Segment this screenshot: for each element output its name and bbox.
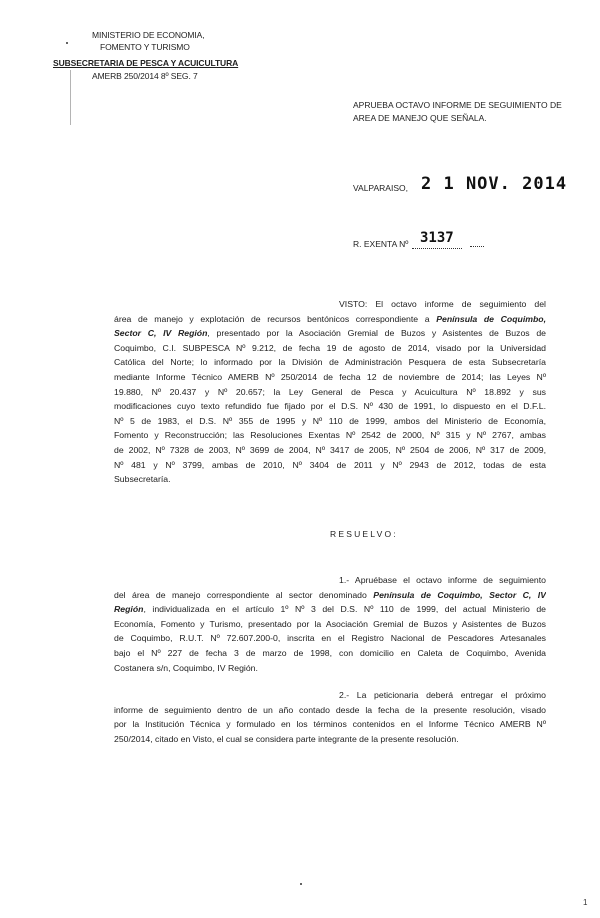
resolution-underline [412, 248, 462, 249]
visto-line-6: mediante Informe Técnico AMERB Nº 250/2014 de fecha 12 de noviembre de 2014; las Leyes Nº [114, 371, 546, 382]
page-mark: 1 [583, 898, 588, 907]
sector-name-bold: Sector C, IV Región [114, 328, 208, 339]
visto-line-3: Sector C, IV Región, presentado por la Asociación Gremial de Buzos y Asistentes de Buzos de [114, 328, 546, 339]
visto-line-1: VISTO: El octavo informe de seguimiento del [339, 299, 546, 309]
visto-line-5: Católica del Norte; lo informado por la División de Administración Pesquera de esta Subsecretaría [114, 357, 546, 368]
art2-line-4: 250/2014, citado en Visto, el cual se considera parte integrante de la presente resolución. [114, 733, 459, 744]
article-2-paragraph [114, 688, 546, 746]
visto-line-10: Fomento y Reconstrucción; las Resoluciones Exentas Nº 2542 de 2000, Nº 315 y Nº 2767, ambas [114, 430, 546, 441]
reference-code: AMERB 250/2014 8º SEG. 7 [92, 71, 198, 81]
art1-line-6: bajo el Nº 227 de fecha 3 de marzo de 1998, con domicilio en Caleta de Coquimbo, Avenida [114, 647, 546, 658]
art1-line-7: Costanera s/n, Coquimbo, IV Región. [114, 662, 258, 673]
area-name-bold: Península de Coquimbo, [436, 313, 546, 324]
scan-speck [66, 42, 68, 44]
art1-area-bold: Península de Coquimbo, Sector C, IV [373, 589, 546, 600]
art2-line-1: 2.- La peticionaria deberá entregar el próximo [339, 690, 546, 700]
resuelvo-heading: RESUELVO: [330, 529, 398, 539]
subject-line-2: AREA DE MANEJO QUE SEÑALA. [353, 113, 487, 123]
visto-paragraph [114, 297, 546, 487]
art2-line-3: por la Institución Técnica y formulado en los términos contenidos en el Informe Técnico AMERB Nº [114, 719, 546, 730]
art1-line-2: del área de manejo correspondiente al sector denominado Península de Coquimbo, Sector C, IV [114, 589, 546, 600]
date-place: VALPARAISO, [353, 183, 408, 193]
art1-line-4: Economía, Fomento y Turismo, presentado por la Asociación Gremial de Buzos y Asistentes de Buzos [114, 618, 546, 629]
subject-line-1: APRUEBA OCTAVO INFORME DE SEGUIMIENTO DE [353, 100, 562, 110]
visto-line-13: Subsecretaría. [114, 474, 171, 485]
date-handwritten: 2 1 NOV. 2014 [421, 174, 568, 194]
ministry-line-2: FOMENTO Y TURISMO [100, 42, 190, 52]
subsecretaria-line: SUBSECRETARIA DE PESCA Y ACUICULTURA [53, 58, 239, 68]
resolution-label: R. EXENTA Nº [353, 239, 409, 249]
ministry-line: MINISTERIO DE ECONOMIA, [92, 30, 205, 40]
visto-line-9: Nº 5 de 1983, el D.S. Nº 355 de 1995 y Nº 110 de 1999, ambos del Ministerio de Economía, [114, 415, 546, 426]
art1-line-1: 1.- Apruébase el octavo informe de seguimiento [339, 575, 546, 585]
visto-line-11: de 2002, Nº 7328 de 2003, Nº 3699 de 2004, Nº 3417 de 2005, Nº 2504 de 2006, Nº 317 de 2009, [114, 444, 546, 455]
resolution-underline-tail [470, 246, 484, 247]
article-1-paragraph [114, 573, 546, 675]
art2-line-2: informe de seguimiento dentro de un año contado desde la fecha de la presente resolución, visado [114, 704, 546, 715]
visto-line-8: modificaciones cuyo texto refundido fue fijado por el D.S. Nº 430 de 1991, lo dispuesto en el D.F.L. [114, 401, 546, 412]
visto-line-12: Nº 481 y Nº 3799, ambas de 2010, Nº 3404 de 2011 y Nº 2943 de 2012, todas de esta [114, 459, 546, 470]
visto-line-7: 19.880, Nº 20.437 y Nº 20.657; la Ley General de Pesca y Acuicultura Nº 18.892 y sus [114, 386, 546, 397]
seal-stamp [70, 70, 123, 125]
scan-speck-bottom [300, 883, 302, 885]
visto-lead: VISTO: [339, 299, 368, 309]
visto-line-4: Coquimbo, C.I. SUBPESCA Nº 9.212, de fecha 19 de agosto de 2014, visado por la Universidad [114, 342, 546, 353]
resolution-number: 3137 [420, 230, 454, 246]
visto-line-2: área de manejo y explotación de recursos bentónicos correspondiente a Península de Coquimbo, [114, 313, 546, 324]
art1-region-bold: Región [114, 604, 144, 615]
art1-line-5: de Coquimbo, R.U.T. Nº 72.607.200-0, inscrita en el Registro Nacional de Pescadores Artesanales [114, 633, 546, 644]
art1-line-3: Región, individualizada en el artículo 1º Nº 3 del D.S. Nº 110 de 1999, del actual Ministerio de [114, 604, 546, 615]
